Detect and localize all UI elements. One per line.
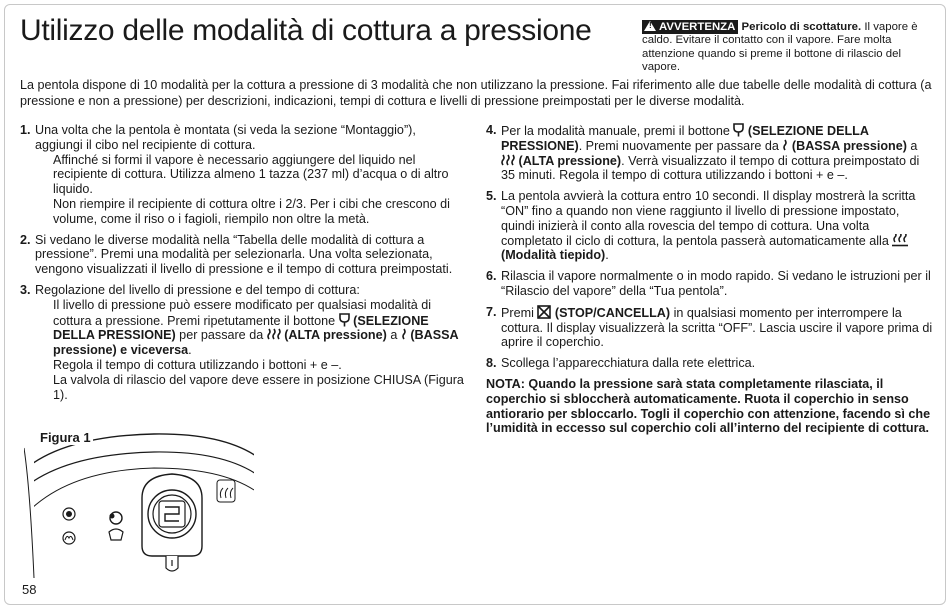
steps-column-left bbox=[20, 123, 465, 408]
low-pressure-icon bbox=[782, 139, 788, 151]
step-3: 3. Regolazione del livello di pressione e del tempo di cottura: Il livello di pressione può essere modificato per qualsiasi modalità di cottura a pressione. Premi ripetutamente il bottone (SELEZIONE DELLA PRESSIONE) per passare da (ALTA pressione) a (BASSA pressione) e viceversa. Regola il tempo di cottura utilizzando i bottoni + e –. La valvola di rilascio del vapore deve essere in posizione CHIUSA (Figura 1). bbox=[20, 282, 464, 402]
steam-valve-illustration bbox=[24, 428, 254, 578]
page-title: Utilizzo delle modalità di cottura a pressione bbox=[20, 14, 592, 47]
step-2: 2. Si vedano le diverse modalità nella “Tabella delle modalità di cottura a pressione”. Premi una modalità per selezionarla. Una volta selezionata, vengono visualizzati il livello di pressione e il tempo di cottura preimpostati. bbox=[20, 232, 453, 277]
pressure-selection-icon bbox=[733, 123, 744, 137]
step-6: 6. Rilascia il vapore normalmente o in modo rapido. Si vedano le istruzioni per il “Rilascio del vapore” della “Tua pentola”. bbox=[486, 269, 931, 298]
step-5: 5. La pentola avvierà la cottura entro 10 secondi. Il display mostrerà la scritta “ON” fino a quando non viene raggiunto il livello di pressione impostato, quindi inizierà il conto alla rovescia del tempo di cottura. Una volta completato il ciclo di cottura, la pentola passerà automaticamente alla (Modalità tiepido). bbox=[486, 189, 916, 263]
step-7: 7. Premi (STOP/CANCELLA) in qualsiasi momento per interrompere la cottura. Il display visualizzerà la scritta “OFF”. Lascia uscire il vapore prima di aprire il coperchio. bbox=[486, 304, 933, 350]
figure-label: Figura 1 bbox=[40, 430, 91, 445]
figure-1 bbox=[24, 428, 254, 578]
step-8: 8. Scollega l’apparecchiatura dalla rete elettrica. bbox=[486, 356, 756, 371]
high-pressure-icon bbox=[267, 328, 281, 340]
page-number: 58 bbox=[22, 582, 37, 597]
step-4: 4. Per la modalità manuale, premi il bottone (SELEZIONE DELLA PRESSIONE). Premi nuovamente per passare da (BASSA pressione) a (ALTA pressione). Verrà visualizzato il tempo di cottura preimpostato di 35 minuti. Regola il tempo di cottura utilizzando i bottoni + e –. bbox=[486, 123, 920, 183]
high-pressure-icon bbox=[501, 154, 515, 166]
step-1: 1. Una volta che la pentola è montata (si veda la sezione “Montaggio”), aggiungi il cibo nel recipiente di cottura. Affinché si formi il vapore è necessario aggiungere del liquido nel recipiente di cottura. Utilizza almeno 1 tazza (237 ml) d’acqua o di altro liquido. Non riempire il recipiente di cottura oltre i 2/3. Per i cibi che crescono di volume, come il riso o i fagioli, riempilo non oltre la metà. bbox=[20, 123, 450, 226]
warning-lead: Pericolo di scottature. bbox=[741, 21, 862, 33]
steps-column-right bbox=[486, 123, 934, 436]
low-pressure-icon bbox=[401, 328, 407, 340]
stop-cancel-icon bbox=[537, 305, 551, 319]
pressure-selection-icon bbox=[339, 313, 350, 327]
warning-box bbox=[642, 20, 938, 74]
warning-badge: ! AVVERTENZA bbox=[642, 20, 738, 34]
warning-triangle-icon: ! bbox=[644, 20, 659, 34]
note-paragraph: NOTA: Quando la pressione sarà stata completamente rilasciata, il coperchio si sbloccherà automaticamente. Ruota il coperchio in senso antiorario per sbloccarlo. Togli il coperchio con attenzione, facendo sì che l’umidità in eccesso sul coperchio coli all’interno del recipiente di cottura. bbox=[486, 376, 931, 436]
intro-paragraph: La pentola dispone di 10 modalità per la cottura a pressione di 3 modalità che non utilizzano la pressione. Fai riferimento alle due tabelle delle modalità di cottura (a pressione e non a pressione) per descrizioni, indicazioni, tempi di cottura e livelli di pressione preimpostati per le diverse modalità. bbox=[20, 78, 932, 108]
warning-text: Il vapore è caldo. Evitare il contatto con il vapore. Fare molta attenzione quando si preme il bottone di rilascio del vapore. bbox=[642, 21, 918, 73]
keep-warm-icon bbox=[892, 234, 908, 247]
